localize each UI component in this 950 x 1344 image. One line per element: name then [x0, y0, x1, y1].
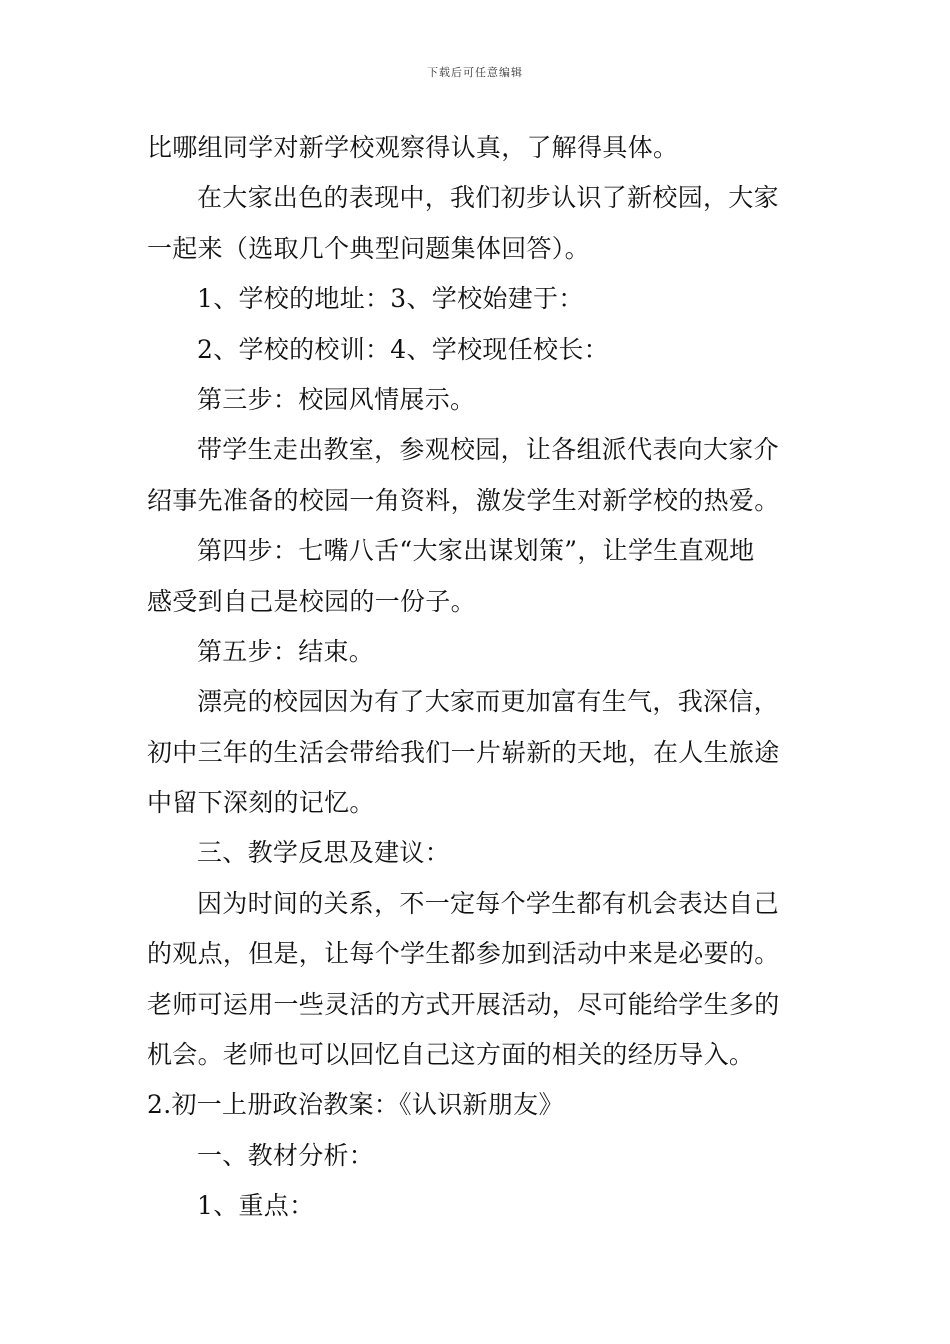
text-line: 2、学校的校训：4、学校现任校长： — [197, 334, 609, 364]
text-line: 漂亮的校园因为有了大家而更加富有生气，我深信， — [197, 687, 779, 717]
text-line: 第五步：结束。 — [197, 636, 375, 666]
text-line: 1、重点： — [197, 1191, 315, 1221]
text-line: 感受到自己是校园的一份子。 — [147, 586, 476, 616]
text-line: 第三步：校园风情展示。 — [197, 384, 476, 414]
text-line: 第四步：七嘴八舌“大家出谋划策”，让学生直观地 — [197, 536, 755, 566]
text-line: 在大家出色的表现中，我们初步认识了新校园，大家 — [197, 183, 779, 213]
section-heading: 2.初一上册政治教案：《认识新朋友》 — [147, 1090, 564, 1120]
page-header: 下载后可任意编辑 — [427, 66, 523, 79]
text-line: 的观点，但是，让每个学生都参加到活动中来是必要的。 — [147, 939, 780, 969]
text-line: 机会。老师也可以回忆自己这方面的相关的经历导入。 — [147, 1040, 755, 1070]
text-line: 比哪组同学对新学校观察得认真，了解得具体。 — [147, 133, 679, 162]
text-line: 一起来（选取几个典型问题集体回答）。 — [147, 233, 590, 263]
text-line: 初中三年的生活会带给我们一片崭新的天地，在人生旅途 — [147, 737, 780, 767]
document-body — [147, 130, 812, 1239]
text-line: 老师可运用一些灵活的方式开展活动，尽可能给学生多的 — [147, 989, 780, 1019]
text-line: 因为时间的关系，不一定每个学生都有机会表达自己 — [197, 888, 779, 918]
text-line: 三、教学反思及建议： — [197, 838, 451, 868]
text-line: 中留下深刻的记忆。 — [147, 788, 375, 818]
text-line: 绍事先准备的校园一角资料，激发学生对新学校的热爱。 — [147, 485, 780, 515]
text-line: 带学生走出教室，参观校园，让各组派代表向大家介 — [197, 435, 779, 465]
text-line: 一、教材分析： — [197, 1140, 375, 1170]
text-line: 1、学校的地址：3、学校始建于： — [197, 284, 584, 314]
